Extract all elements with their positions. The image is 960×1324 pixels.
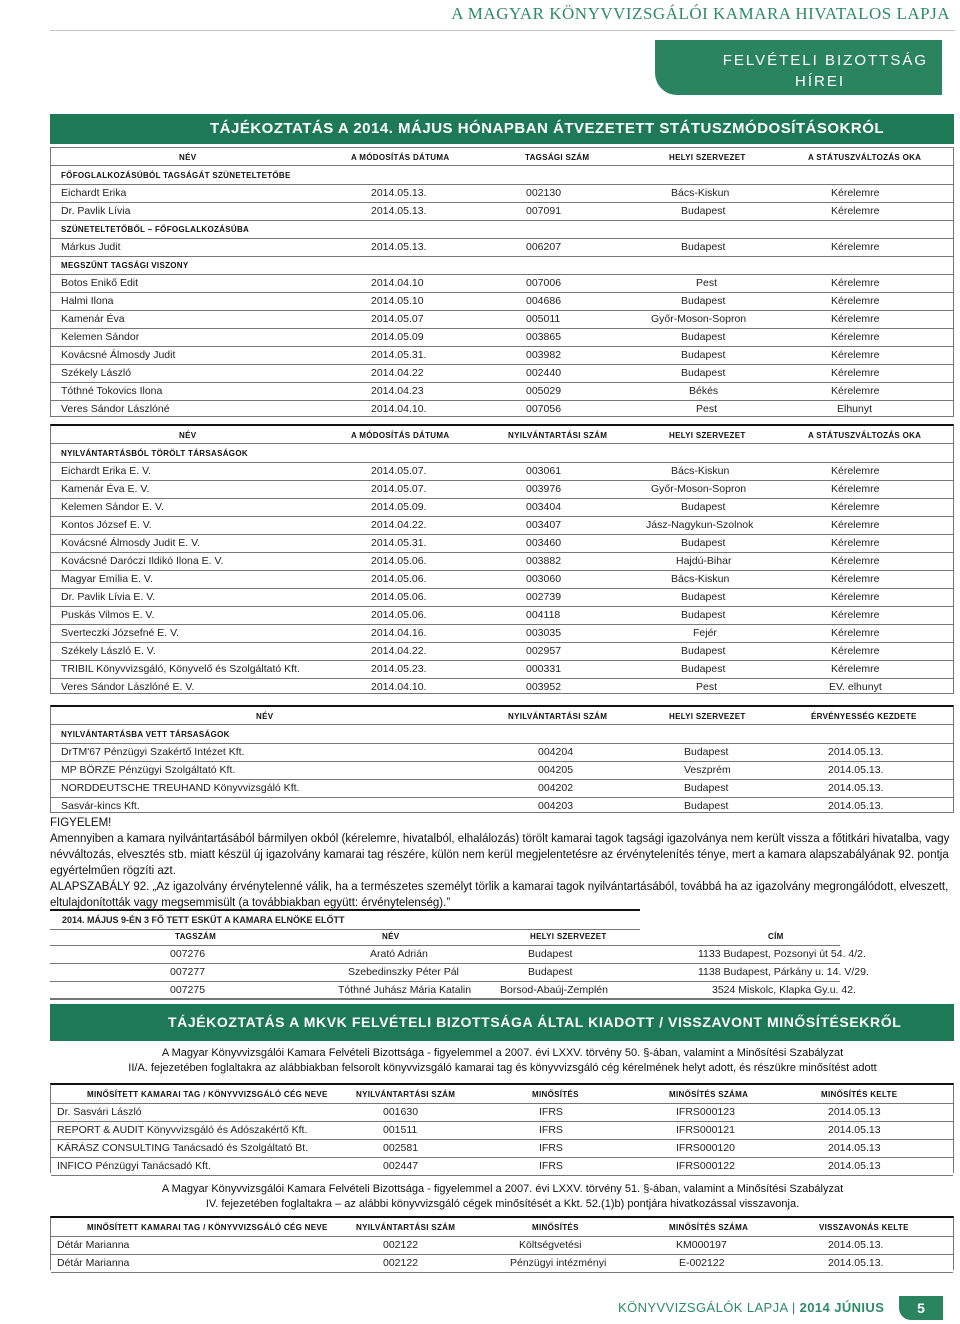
header-cell: NÉV [382,932,400,941]
cell: 2014.04.22. [371,645,427,657]
table-row [51,238,953,257]
cell: Kérelemre [831,349,880,361]
group-title-row [51,444,953,463]
cell: Budapest [681,663,726,675]
table-row [51,202,953,221]
cell: EV. elhunyt [829,681,882,693]
cell: Budapest [681,241,726,253]
cell: Békés [689,385,719,397]
cell: 007275 [170,984,206,996]
cell: Márkus Judit [61,241,121,253]
cell: Kérelemre [831,295,880,307]
cell: 2014.05.13. [371,187,427,199]
cell: Győr-Moson-Sopron [651,313,747,325]
table-row [51,797,953,815]
cell: 005029 [526,385,562,397]
cell: 2014.05.31. [371,349,427,361]
oath-table [50,927,869,999]
cell: 002130 [526,187,562,199]
cell: Kérelemre [831,555,880,567]
cell: 000331 [526,663,562,675]
cell: IFRS [539,1106,563,1118]
cell: Budapest [681,205,726,217]
cell: Budapest [681,367,726,379]
table-row [51,761,953,780]
cell: Budapest [528,966,573,978]
cell: Kamenár Éva [61,313,125,325]
cell: 2014.05.13. [371,205,427,217]
cell: KM000197 [676,1239,727,1251]
table-row [51,346,953,365]
cell: Kelemen Sándor [61,331,140,343]
section-subtitle: HÍREI [794,73,845,90]
cell: 2014.05.13. [828,1257,884,1269]
cell: Kérelemre [831,277,880,289]
cell: 2014.05.06. [371,573,427,585]
cell: 2014.04.10 [371,277,424,289]
cell: Kérelemre [831,663,880,675]
cell: NORDDEUTSCHE TREUHAND Könyvvizsgáló Kft. [61,782,300,794]
cell: 007091 [526,205,562,217]
cell: Eichardt Erika E. V. [61,465,152,477]
table-header [51,1218,953,1237]
cell: 003060 [526,573,562,585]
cell: 002122 [383,1239,419,1251]
header-cell: A MÓDOSÍTÁS DÁTUMA [351,431,450,440]
cell: Veszprém [684,764,731,776]
cell: 2014.04.10. [371,403,427,415]
cell: 003404 [526,501,562,513]
cell: 2014.05.07 [371,313,424,325]
cell: Détár Marianna [57,1239,130,1251]
table-row [51,779,953,798]
table-row [51,462,953,481]
header-rule [50,30,955,31]
table-row [51,660,953,679]
header-cell: HELYI SZERVEZET [669,712,746,721]
cell: TRIBIL Könyvvizsgáló, Könyvelő és Szolgáltató Kft. [61,663,300,675]
cell: Kontos József E. V. [61,519,152,531]
revocation-intro [50,1182,955,1212]
cell: 2014.05.09. [371,501,427,513]
cell: Kérelemre [831,591,880,603]
cell: Székely László E. V. [61,645,156,657]
cell: 003976 [526,483,562,495]
header-cell: A STÁTUSZVÁLTOZÁS OKA [808,431,922,440]
intro-line: A Magyar Könyvvizsgálói Kamara Felvételi Bizottsága - figyelemmel a 2007. évi LXXV. törvény 50. §-ában, valamint a Minősítési Szabályzat [161,1047,844,1059]
cell: Dr. Sasvári László [57,1106,142,1118]
header-cell: NÉV [179,431,197,440]
cell: Székely László [61,367,132,379]
cell: Dr. Pavlik Lívia E. V. [61,591,156,603]
cell: 003952 [526,681,562,693]
table-header [51,148,953,166]
cell: Borsod-Abaúj-Zemplén [500,984,608,996]
cell: Magyar Emília E. V. [61,573,153,585]
table-row [51,382,953,401]
group-title-row [51,725,953,744]
cell: Bács-Kiskun [671,465,730,477]
footer-issue: 2014 JÚNIUS [799,1300,885,1315]
cell: 003882 [526,555,562,567]
cell: 2014.04.10. [371,681,427,693]
table-row [50,963,869,982]
cell: Kérelemre [831,465,880,477]
cell: 2014.05.09 [371,331,424,343]
header-cell: MINŐSÍTÉS KELTE [821,1090,898,1099]
cell: 2014.05.06. [371,555,427,567]
table-header [51,707,953,725]
cell: Budapest [528,948,573,960]
table-header [51,426,953,444]
cell: 2014.05.13 [828,1124,881,1136]
section-title: FELVÉTELI BIZOTTSÁG [722,52,928,69]
cell: 2014.05.13. [828,1239,884,1251]
cell: Puskás Vilmos E. V. [61,609,155,621]
cell: Kérelemre [831,313,880,325]
cell: 2014.05.23. [371,663,427,675]
header-cell: MINŐSÍTETT KAMARAI TAG / KÖNYVVIZSGÁLÓ CÉG NEVE [87,1223,328,1232]
cell: Kérelemre [831,537,880,549]
status-change-table [50,147,954,417]
registered-companies-table [50,705,954,813]
cell: 003982 [526,349,562,361]
cell: Kamenár Éva E. V. [61,483,150,495]
table-row [51,400,953,418]
table-header [51,1085,953,1104]
cell: Budapest [681,349,726,361]
group-title-row [51,166,953,185]
cell: 3524 Miskolc, Klapka Gy.u. 42. [712,984,856,996]
group-title: NYILVÁNTARTÁSBÓL TÖRÖLT TÁRSASÁGOK [61,449,248,458]
cell: 2014.05.06. [371,591,427,603]
cell: Budapest [681,609,726,621]
cell: IFRS000120 [676,1142,735,1154]
cell: Tóthné Tokovics Ilona [61,385,163,397]
oath-heading: 2014. MÁJUS 9-ÉN 3 FŐ TETT ESKÜT A KAMARA ELNÖKE ELŐTT [62,915,345,925]
cell: 004205 [538,764,574,776]
table-row [51,552,953,571]
qualification-title: TÁJÉKOZTATÁS A MKVK FELVÉTELI BIZOTTSÁGA ÁLTAL KIADOTT / VISSZAVONT MINŐSÍTÉSEKRŐL [168,1014,902,1030]
cell: 2014.05.13. [828,764,884,776]
cell: REPORT & AUDIT Könyvvizsgáló és Adószakértő Kft. [57,1124,308,1136]
cell: 2014.05.31. [371,537,427,549]
header-cell: NÉV [256,712,274,721]
footer [618,1300,884,1315]
cell: 002447 [383,1160,419,1172]
cell: Halmi Ilona [61,295,114,307]
cell: 005011 [526,313,561,325]
group-title: NYILVÁNTARTÁSBA VETT TÁRSASÁGOK [61,730,230,739]
group-title: FŐFOGLALKOZÁSÚBÓL TAGSÁGÁT SZÜNETELTETŐBE [61,171,291,180]
notice-heading: FIGYELEM! [50,817,112,829]
cell: Hajdú-Bihar [676,555,732,567]
cell: Elhunyt [837,403,873,415]
cell: Tóthné Juhász Mária Katalin [338,984,472,996]
table-row [51,678,953,696]
cell: Botos Enikő Edit [61,277,139,289]
notice-bylaw: ALAPSZABÁLY 92. „Az igazolvány érvénytelenné válik, ha a természetes személyt törlik a kamarai tagok nyilvántartásából, továbbá ha az igazolvány megrongálódott, elveszett, eltulajdonították vagy megsemmisült (a továbbiakban együtt: érvénytelenség).” [50,881,949,909]
cell: Pénzügyi intézményi [510,1257,607,1269]
table-row [51,274,953,293]
table-header [50,927,840,946]
header-cell: NÉV [179,153,197,162]
cell: 2014.05.13 [828,1142,881,1154]
cell: Pest [696,277,718,289]
cell: Budapest [684,782,729,794]
cell: 004203 [538,800,574,812]
cell: Veres Sándor Lászlóné [61,403,170,415]
cell: Kérelemre [831,367,880,379]
cell: 004118 [526,609,561,621]
cell: 003407 [526,519,562,531]
cell: Kovácsné Álmosdy Judit [61,349,176,361]
table-row [51,1157,953,1176]
table-row [50,981,856,1000]
cell: 2014.04.22 [371,367,424,379]
table-row [51,1121,953,1140]
cell: IFRS000122 [676,1160,735,1172]
cell: Jász-Nagykun-Szolnok [646,519,754,531]
cell: 001630 [383,1106,419,1118]
cell: Sverteczki Józsefné E. V. [61,627,180,639]
table-row [51,606,953,625]
cell: 2014.05.13. [828,782,884,794]
table-row [50,945,866,964]
footer-magazine: KÖNYVVIZSGÁLÓK LAPJA [618,1300,788,1315]
cell: Kérelemre [831,205,880,217]
cell: 2014.04.23 [371,385,424,397]
cell: Budapest [681,645,726,657]
header-cell: HELYI SZERVEZET [669,431,746,440]
table-row [51,184,953,203]
cell: Kérelemre [831,519,880,531]
cell: IFRS000121 [676,1124,735,1136]
cell: Budapest [681,501,726,513]
cell: 007277 [170,966,206,978]
cell: 003460 [526,537,562,549]
cell: E-002122 [679,1257,725,1269]
cell: 1138 Budapest, Párkány u. 14. V/29. [698,966,869,978]
cell: 004204 [538,746,574,758]
header-cell: MINŐSÍTÉS SZÁMA [669,1090,749,1099]
header-cell: A MÓDOSÍTÁS DÁTUMA [351,153,450,162]
table-row [51,1103,953,1122]
group-title-row [51,256,953,275]
header-cell: CÍM [768,932,784,941]
cell: 003061 [526,465,562,477]
qualification-intro [50,1046,955,1076]
cell: IFRS [539,1142,563,1154]
cell: 1133 Budapest, Pozsonyi út 54. 4/2. [698,948,866,960]
cell: Sasvár-kincs Kft. [61,800,140,812]
cell: Kérelemre [831,573,880,585]
table-row [51,1254,953,1273]
cell: 001511 [383,1124,418,1136]
table-row [51,292,953,311]
cell: INFICO Pénzügyi Tanácsadó Kft. [57,1160,211,1172]
header-cell: MINŐSÍTETT KAMARAI TAG / KÖNYVVIZSGÁLÓ CÉG NEVE [87,1090,328,1099]
cell: 2014.05.13. [828,800,884,812]
header-cell: HELYI SZERVEZET [530,932,607,941]
header-cell: TAGSÁGI SZÁM [525,153,590,162]
cell: IFRS [539,1124,563,1136]
table-row [51,498,953,517]
cell: Fejér [693,627,717,639]
header-cell: MINŐSÍTÉS SZÁMA [669,1223,749,1232]
cell: 2014.05.07. [371,483,427,495]
cell: 2014.04.16. [371,627,427,639]
cell: 2014.05.13. [828,746,884,758]
notice-text [50,815,955,911]
cell: 2014.05.06. [371,609,427,621]
table-row [51,364,953,383]
deleted-companies-table [50,424,954,694]
cell: IFRS000123 [676,1106,735,1118]
header-cell: NYILVÁNTARTÁSI SZÁM [356,1223,456,1232]
intro-line: II/A. fejezetében foglaltakra az alábbiakban felsorolt könyvvizsgáló kamarai tag és könyvvizsgáló cég kérelmének helyt adott, és részükre minősítést adott [128,1062,877,1074]
header-cell: NYILVÁNTARTÁSI SZÁM [508,712,608,721]
cell: Győr-Moson-Sopron [651,483,747,495]
cell: 006207 [526,241,562,253]
cell: Pest [696,403,718,415]
group-title-row [51,220,953,239]
group-title: SZÜNETELTETŐBŐL – FŐFOGLALKOZÁSÚBA [61,225,250,234]
cell: Budapest [684,800,729,812]
table-row [51,534,953,553]
cell: Kérelemre [831,609,880,621]
cell: 002957 [526,645,562,657]
header-cell: A STÁTUSZVÁLTOZÁS OKA [808,153,922,162]
table-row [51,516,953,535]
cell: Détár Marianna [57,1257,130,1269]
journal-title: A MAGYAR KÖNYVVIZSGÁLÓI KAMARA HIVATALOS LAPJA [451,4,950,23]
cell: Költségvetési [519,1239,582,1251]
cell: Kérelemre [831,501,880,513]
revoked-qualifications-table [50,1216,954,1270]
table-row [51,310,953,329]
cell: Budapest [681,331,726,343]
cell: Kérelemre [831,331,880,343]
table-row [51,480,953,499]
cell: Budapest [681,537,726,549]
header-cell: MINŐSÍTÉS [532,1223,579,1232]
cell: Szebedinszky Péter Pál [348,966,459,978]
cell: 2014.05.07. [371,465,427,477]
cell: Pest [696,681,718,693]
cell: DrTM'67 Pénzügyi Szakértő Intézet Kft. [61,746,245,758]
cell: Arató Adrián [370,948,428,960]
table-row [51,588,953,607]
cell: Kovácsné Álmosdy Judit E. V. [61,537,201,549]
cell: 007006 [526,277,562,289]
header-cell: NYILVÁNTARTÁSI SZÁM [508,431,608,440]
section-tab [655,40,942,95]
footer-separator: | [791,1300,796,1315]
cell: 2014.05.10 [371,295,424,307]
cell: Kérelemre [831,241,880,253]
cell: 002440 [526,367,562,379]
cell: Bács-Kiskun [671,573,730,585]
cell: Kérelemre [831,385,880,397]
table-row [51,1139,953,1158]
cell: 002122 [383,1257,419,1269]
main-title: TÁJÉKOZTATÁS A 2014. MÁJUS HÓNAPBAN ÁTVEZETETT STÁTUSZMÓDOSÍTÁSOKRÓL [210,120,885,137]
header-cell: NYILVÁNTARTÁSI SZÁM [356,1090,456,1099]
cell: Bács-Kiskun [671,187,730,199]
cell: Veres Sándor Lászlóné E. V. [61,681,195,693]
cell: Kérelemre [831,627,880,639]
table-row [51,642,953,661]
table-row [51,328,953,347]
header-cell: TAGSZÁM [175,932,217,941]
cell: 004686 [526,295,562,307]
qualification-title-bar [50,1004,954,1041]
cell: 2014.04.22. [371,519,427,531]
notice-paragraph: Amennyiben a kamara nyilvántartásából bármilyen okból (kérelemre, hivatalból, elhalálozás) törölt kamarai tagok tagsági igazolványa nem került visszа a főtitkári hivatalba, vagy névváltozás, elvesztés stb. miatt készül új igazolvány kamarai tag részére, külön nem kerül megjelentetésre az érvénytelenítés ténye, mert a kamara alapszabályának 92. pontja egyértelműen rögzíti azt. [50,833,950,877]
table-row [51,624,953,643]
cell: 2014.05.13. [371,241,427,253]
cell: Kérelemre [831,483,880,495]
page-number: 5 [899,1296,943,1320]
cell: Kérelemre [831,187,880,199]
cell: MP BÖRZE Pénzügyi Szolgáltató Kft. [61,764,236,776]
cell: KÁRÁSZ CONSULTING Tanácsadó és Szolgáltató Bt. [57,1142,309,1154]
cell: 2014.05.13 [828,1160,881,1172]
cell: Kovácsné Daróczi Ildikó Ilona E. V. [61,555,224,567]
main-title-bar [50,114,954,144]
cell: Kérelemre [831,645,880,657]
header-cell: HELYI SZERVEZET [669,153,746,162]
cell: IFRS [539,1160,563,1172]
cell: Dr. Pavlik Lívia [61,205,131,217]
table-row [51,743,953,762]
cell: 004202 [538,782,574,794]
intro-line: A Magyar Könyvvizsgálói Kamara Felvételi Bizottsága - figyelemmel a 2007. évi LXXV. törvény 51. §-ában, valamint a Minősítési Szabályzat [161,1183,844,1195]
group-title: MEGSZŰNT TAGSÁGI VISZONY [61,261,189,270]
cell: 007276 [170,948,206,960]
cell: Budapest [681,591,726,603]
cell: Budapest [684,746,729,758]
cell: Eichardt Erika [61,187,127,199]
cell: 003865 [526,331,562,343]
cell: 002739 [526,591,562,603]
cell: 003035 [526,627,562,639]
header-cell: ÉRVÉNYESSÉG KEZDETE [811,712,917,721]
table-row [51,570,953,589]
cell: Kelemen Sándor E. V. [61,501,164,513]
intro-line: IV. fejezetében foglaltakra – az alábbi könyvvizsgáló cégek minősítését a Kkt. 52.(1)b) pontjára hivatkozással visszavonja. [205,1198,800,1210]
table-row [51,1236,953,1255]
cell: 007056 [526,403,562,415]
header-cell: MINŐSÍTÉS [532,1090,579,1099]
cell: 2014.05.13 [828,1106,881,1118]
cell: 002581 [383,1142,419,1154]
issued-qualifications-table [50,1083,954,1173]
cell: Budapest [681,295,726,307]
header-cell: VISSZAVONÁS KELTE [819,1223,909,1232]
